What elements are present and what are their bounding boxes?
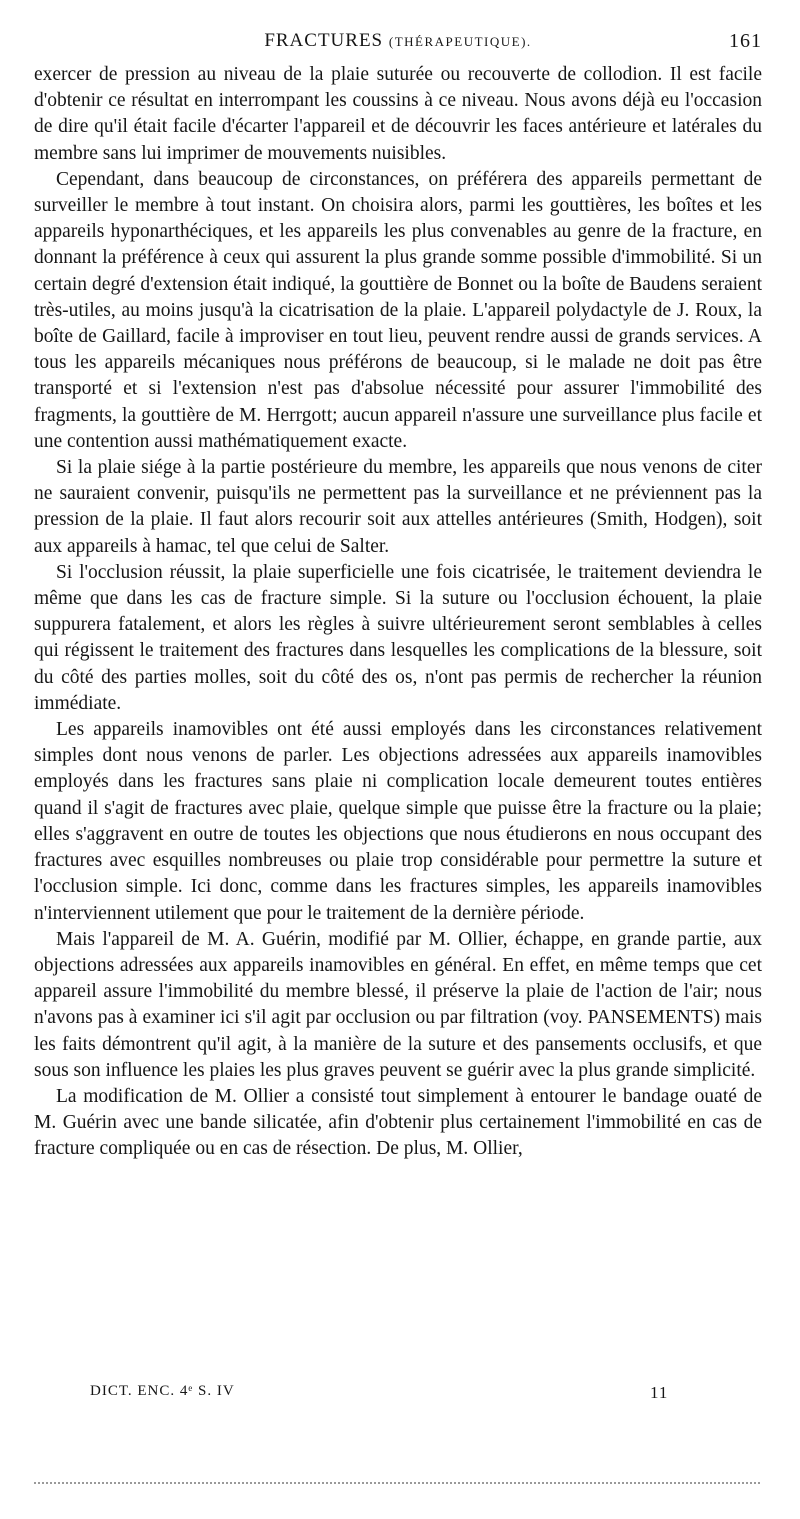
paragraph-continued: exercer de pression au niveau de la plaie suturée ou recouverte de collodion. Il est facile d'obtenir ce résultat en interrompant les coussins à ce niveau. Nous avons déjà eu l'occasion de dire qu'il était facile d'écarter l'appareil et de découvrir les faces antérieure et latérales du membre sans lui imprimer de mouvements nuisibles. (34, 64, 762, 164)
running-head (34, 30, 762, 58)
running-title-sub: (THÉRAPEUTIQUE). (388, 34, 532, 49)
paragraph: La modification de M. Ollier a consisté tout simplement à entourer le bandage ouaté de M. Guérin avec une bande silicatée, afin d'obtenir plus certainement l'immobilité en cas de fracture compliquée ou en cas de résection. De plus, M. Ollier, (34, 1085, 762, 1160)
paragraph: Si la plaie siége à la partie postérieure du membre, les appareils que nous venons de citer ne sauraient convenir, puisqu'ils ne permettent pas la surveillance et ne préviennent pas la pression de la plaie. Il faut alors recourir soit aux attelles antérieures (Smith, Hodgen), soit aux appareils à hamac, tel que celui de Salter. (34, 457, 762, 557)
paragraph: Les appareils inamovibles ont été aussi employés dans les circonstances relativement simples dont nous venons de parler. Les objections adressées aux appareils inamovibles employés dans les fractures sans plaie ni complication locale demeurent toutes entières quand il s'agit de fractures avec plaie, quelque simple que puisse être la fracture ou la plaie; elles s'aggravent en outre de toutes les objections que nous étudierons en nous occupant des fractures avec esquilles nombreuses ou plaie trop considérable pour permettre la suture et l'occlusion simple. Ici donc, comme dans les fractures simples, les appareils inamovibles n'interviennent utilement que pour le traitement de la dernière période. (34, 719, 762, 924)
running-title (34, 30, 762, 52)
body-text (34, 62, 762, 1163)
paragraph: Si l'occlusion réussit, la plaie superficielle une fois cicatrisée, le traitement deviendra le même que dans les cas de fracture simple. Si la suture ou l'occlusion échouent, la plaie suppurera fatalement, et alors les règles à suivre ultérieurement seront semblables à celles qui régissent le traitement des fractures dans lesquelles les complications de la blessure, soit du côté des parties molles, soit du côté des os, n'ont pas permis de rechercher la réunion immédiate. (34, 561, 762, 714)
paragraph: Cependant, dans beaucoup de circonstances, on préférera des appareils permettant de surveiller le membre à tout instant. On choisira alors, parmi les gouttières, les boîtes et les appareils hyponarthéciques, et les appareils les plus convenables au genre de la fracture, en donnant la préférence à ceux qui assurent la plus grande somme possible d'immobilité. Si un certain degré d'extension était indiqué, la gouttière de Bonnet ou la boîte de Baudens seraient très-utiles, au moins jusqu'à la cicatrisation de la plaie. L'appareil polydactyle de J. Roux, la boîte de Gaillard, facile à improviser en tout lieu, peuvent rendre aussi de grands services. A tous les appareils mécaniques nous préférons de beaucoup, si le malade ne doit pas être transporté et si l'extension n'est pas d'absolue nécessité pour assurer l'immobilité des fragments, la gouttière de M. Herrgott; aucun appareil n'assure une surveillance plus facile et une contention aussi mathématiquement exacte. (34, 168, 762, 452)
page-footer (90, 1383, 680, 1407)
page-number: 161 (729, 30, 762, 52)
paragraph: Mais l'appareil de M. A. Guérin, modifié par M. Ollier, échappe, en grande partie, aux objections adressées aux appareils inamovibles en général. En effet, en même temps que cet appareil assure l'immobilité du membre blessé, il préserve la plaie de l'action de l'air; nous n'avons pas à examiner ici s'il agit par occlusion ou par filtration (voy. PANSEMENTS) mais les faits démontrent qu'il agit, à la manière de la suture et des pansements occlusifs, et que sous son influence les plaies les plus graves peuvent se guérir avec la plus grande simplicité. (34, 928, 762, 1081)
sheet-number: 11 (650, 1383, 669, 1402)
running-title-main: FRACTURES (264, 30, 384, 51)
signature-mark: DICT. ENC. 4ᵉ S. IV (90, 1383, 235, 1399)
dotted-rule (34, 1482, 760, 1484)
